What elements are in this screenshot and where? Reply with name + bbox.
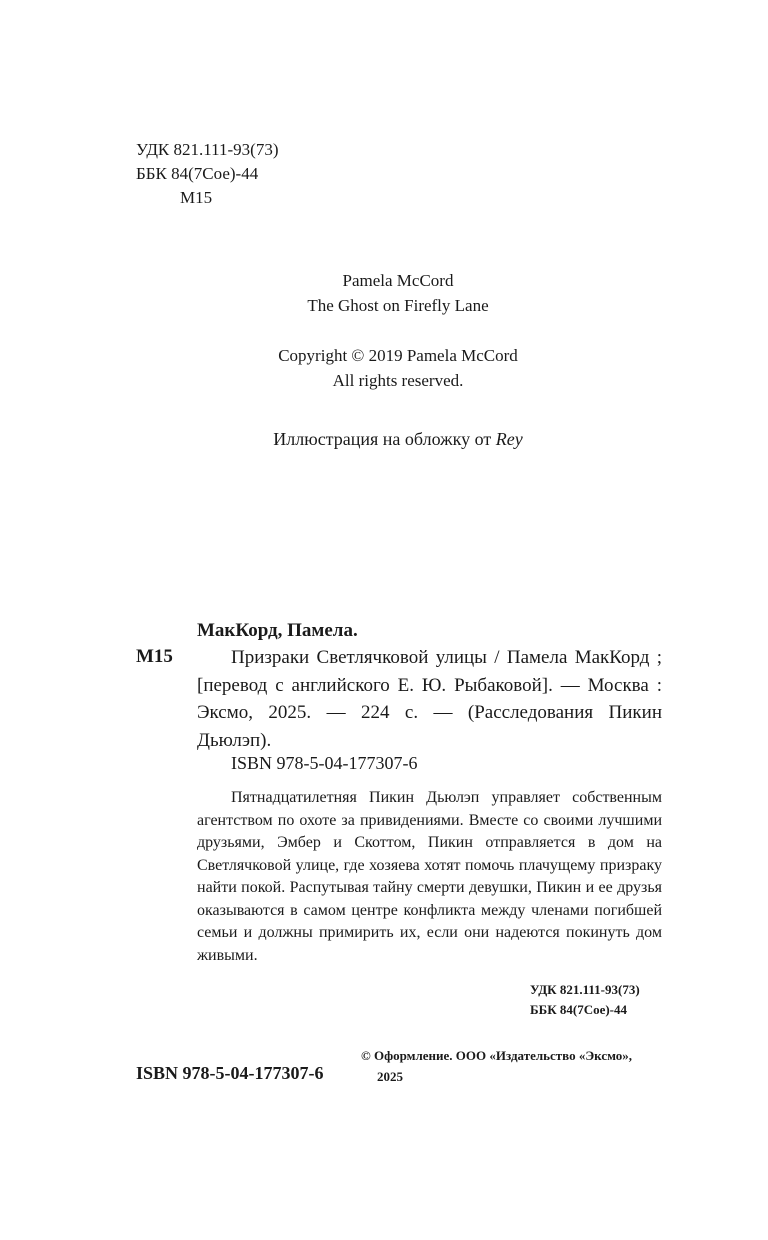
author-heading: МакКорд, Памела. — [197, 620, 358, 641]
illustration-artist: Rey — [495, 429, 523, 449]
imprint-isbn: ISBN 978-5-04-177307-6 — [136, 1063, 324, 1083]
copyright-block — [0, 343, 768, 393]
design-copyright — [361, 1045, 671, 1087]
illustration-prefix: Иллюстрация на обложку от — [273, 429, 496, 449]
record-udk: УДК 821.111-93(73) — [530, 982, 640, 997]
rights-line: All rights reserved. — [332, 371, 464, 390]
bbk-code: ББК 84(7Сое)-44 — [136, 164, 259, 183]
annotation: Пятнадцатилетняя Пикин Дьюлэп управляет собственным агентством по охоте за привидениями. Вместе со своими лучшими друзьями, Эмбер и Скоттом, Пикин отправляется в дом на Светлячковой улице, где хозяева хотят помочь плачущему призраку найти покой. Распутывая тайну смерти девушки, Пикин и ее друзья оказываются в самом центре конфликта между членами погибшей семьи и должны примирить их, если они надеются покинуть дом живыми. — [197, 789, 662, 964]
original-author: Pamela McCord — [342, 271, 454, 290]
design-line-1: © Оформление. ООО «Издательство «Эксмо», — [361, 1048, 633, 1063]
record-isbn: ISBN 978-5-04-177307-6 — [231, 753, 418, 773]
copyright-line: Copyright © 2019 Pamela McCord — [278, 346, 518, 365]
bibliographic-description: Призраки Светлячковой улицы / Памела МакКорд ; [перевод с английского Е. Ю. Рыбаковой]. — Москва : Эксмо, 2025. — 224 с. — (Расследования Пикин Дьюлэп). — [197, 647, 662, 751]
author-mark: М15 — [180, 188, 213, 207]
original-edition-info — [0, 268, 768, 318]
original-title: The Ghost on Firefly Lane — [307, 296, 489, 315]
design-line-2: 2025 — [377, 1069, 403, 1084]
udk-code: УДК 821.111-93(73) — [136, 140, 279, 159]
record-codes — [530, 980, 640, 1020]
top-catalog-codes — [136, 138, 278, 210]
record-bbk: ББК 84(7Сое)-44 — [530, 1002, 628, 1017]
record-author-mark: М15 — [136, 646, 173, 667]
illustration-credit — [0, 427, 768, 452]
